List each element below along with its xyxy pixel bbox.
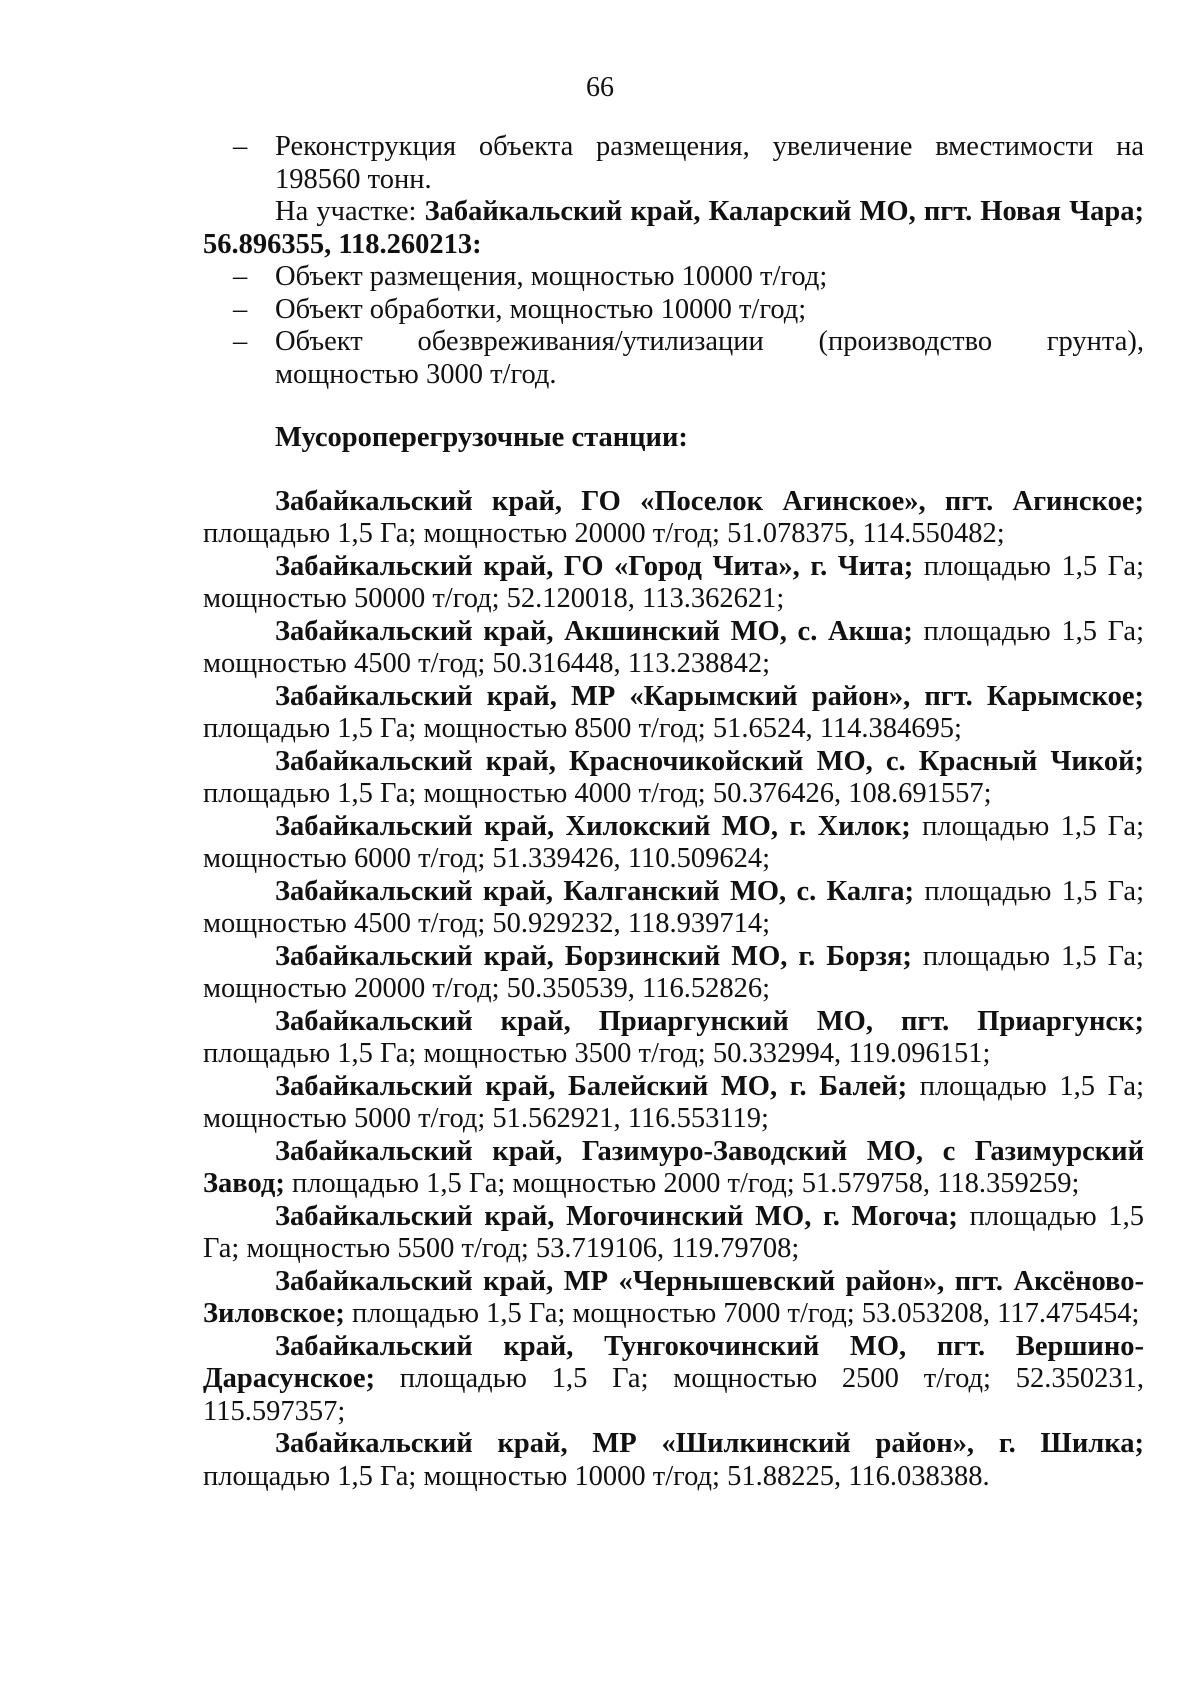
station-location: Забайкальский край, ГО «Город Чита», г. Чита; [275,550,914,582]
station-entry [203,616,1144,681]
station-location: Забайкальский край, Приаргунский МО, пгт. Приаргунск; [275,1005,1144,1037]
station-location: Забайкальский край, МР «Карымский район», пгт. Карымское; [275,680,1144,712]
list-item-text: Объект размещения, мощностью 10000 т/год; [275,261,828,292]
stations-list [203,486,1144,1494]
station-entry [203,811,1144,876]
station-entry [203,1331,1144,1429]
station-details: площадью 1,5 Га; мощностью 2500 т/год; 52.350231, 115.597357; [203,1363,1144,1427]
station-entry [203,1136,1144,1201]
station-entry [203,1266,1144,1331]
station-details: площадью 1,5 Га; мощностью 4500 т/год; 50.316448, 113.238842; [203,615,1144,679]
station-location: Забайкальский край, МР «Чернышевский район», пгт. Аксёново-Зиловское; [203,1265,1144,1329]
list-item-disposal [203,326,1144,391]
station-details: площадью 1,5 Га; мощностью 6000 т/год; 51.339426, 110.509624; [203,810,1145,874]
station-details: площадью 1,5 Га; мощностью 20000 т/год; 50.350539, 116.52826; [203,940,1144,1004]
dash-marker: – [233,261,248,292]
page-number: 66 [586,72,614,103]
station-details: площадью 1,5 Га; мощностью 4000 т/год; 50.376426, 108.691557; [203,778,992,809]
station-details: площадью 1,5 Га; мощностью 50000 т/год; 52.120018, 113.362621; [203,550,1144,614]
station-location: Забайкальский край, Газимуро-Заводский МО, с Газимурский Завод; [203,1135,1144,1199]
station-location: Забайкальский край, Акшинский МО, с. Акша; [275,615,913,647]
station-entry [203,681,1144,746]
station-details: площадью 1,5 Га; мощностью 7000 т/год; 53.053208, 117.475454; [344,1298,1140,1329]
list-item-text: Объект обработки, мощностью 10000 т/год; [275,293,807,325]
station-details: площадью 1,5 Га; мощностью 3500 т/год; 50.332994, 119.096151; [203,1038,991,1069]
station-entry [203,486,1144,551]
station-details: площадью 1,5 Га; мощностью 20000 т/год; 51.078375, 114.550482; [203,518,1005,549]
list-item-text: Реконструкция объекта размещения, увеличение вместимости на 198560 тонн. [275,131,1144,195]
station-details: площадью 1,5 Га; мощностью 2000 т/год; 51.579758, 118.359259; [284,1168,1080,1199]
list-item-placement [203,261,1144,294]
station-location: Забайкальский край, Тунгокочинский МО, пгт. Вершино-Дарасунское; [203,1330,1144,1394]
station-entry [203,941,1144,1006]
list-item-processing [203,294,1144,327]
station-entry [203,876,1144,941]
station-entry [203,1006,1144,1071]
list-item-text: Объект обезвреживания/утилизации (производство грунта), мощностью 3000 т/год. [275,326,1144,390]
station-details: площадью 1,5 Га; мощностью 4500 т/год; 50.929232, 118.939714; [203,875,1144,939]
site-prefix: На участке: [275,196,425,227]
station-location: Забайкальский край, Могочинский МО, г. Могоча; [275,1200,958,1232]
station-entry [203,746,1144,811]
station-location: Забайкальский край, Красночикойский МО, с. Красный Чикой; [275,745,1144,777]
dash-marker: – [233,326,248,357]
station-details: площадью 1,5 Га; мощностью 5500 т/год; 53.719106, 119.79708; [203,1200,1145,1264]
site-paragraph [203,196,1144,261]
section-heading: Мусороперегрузочные станции: [275,422,688,453]
station-details: площадью 1,5 Га; мощностью 8500 т/год; 51.6524, 114.384695; [203,713,962,744]
station-location: Забайкальский край, Хилокский МО, г. Хилок; [275,810,911,842]
station-entry [203,551,1144,616]
station-location: Забайкальский край, Балейский МО, г. Балей; [275,1070,908,1102]
station-entry [203,1071,1144,1136]
station-details: площадью 1,5 Га; мощностью 10000 т/год; 51.88225, 116.038388. [203,1460,990,1492]
page-content [203,131,1144,1493]
list-item-reconstruction [203,131,1144,196]
station-location: Забайкальский край, Борзинский МО, г. Борзя; [275,940,912,972]
station-location: Забайкальский край, ГО «Поселок Агинское», пгт. Агинское; [275,485,1144,517]
station-location: Забайкальский край, МР «Шилкинский район», г. Шилка; [275,1428,1144,1459]
station-entry [203,1201,1144,1266]
site-location: Забайкальский край, Каларский МО, пгт. Новая Чара; 56.896355, 118.260213: [203,196,1144,260]
dash-marker: – [233,293,248,325]
station-location: Забайкальский край, Калганский МО, с. Калга; [275,875,915,907]
dash-marker: – [233,131,248,162]
station-details: площадью 1,5 Га; мощностью 5000 т/год; 51.562921, 116.553119; [203,1070,1144,1134]
station-entry [203,1428,1144,1493]
